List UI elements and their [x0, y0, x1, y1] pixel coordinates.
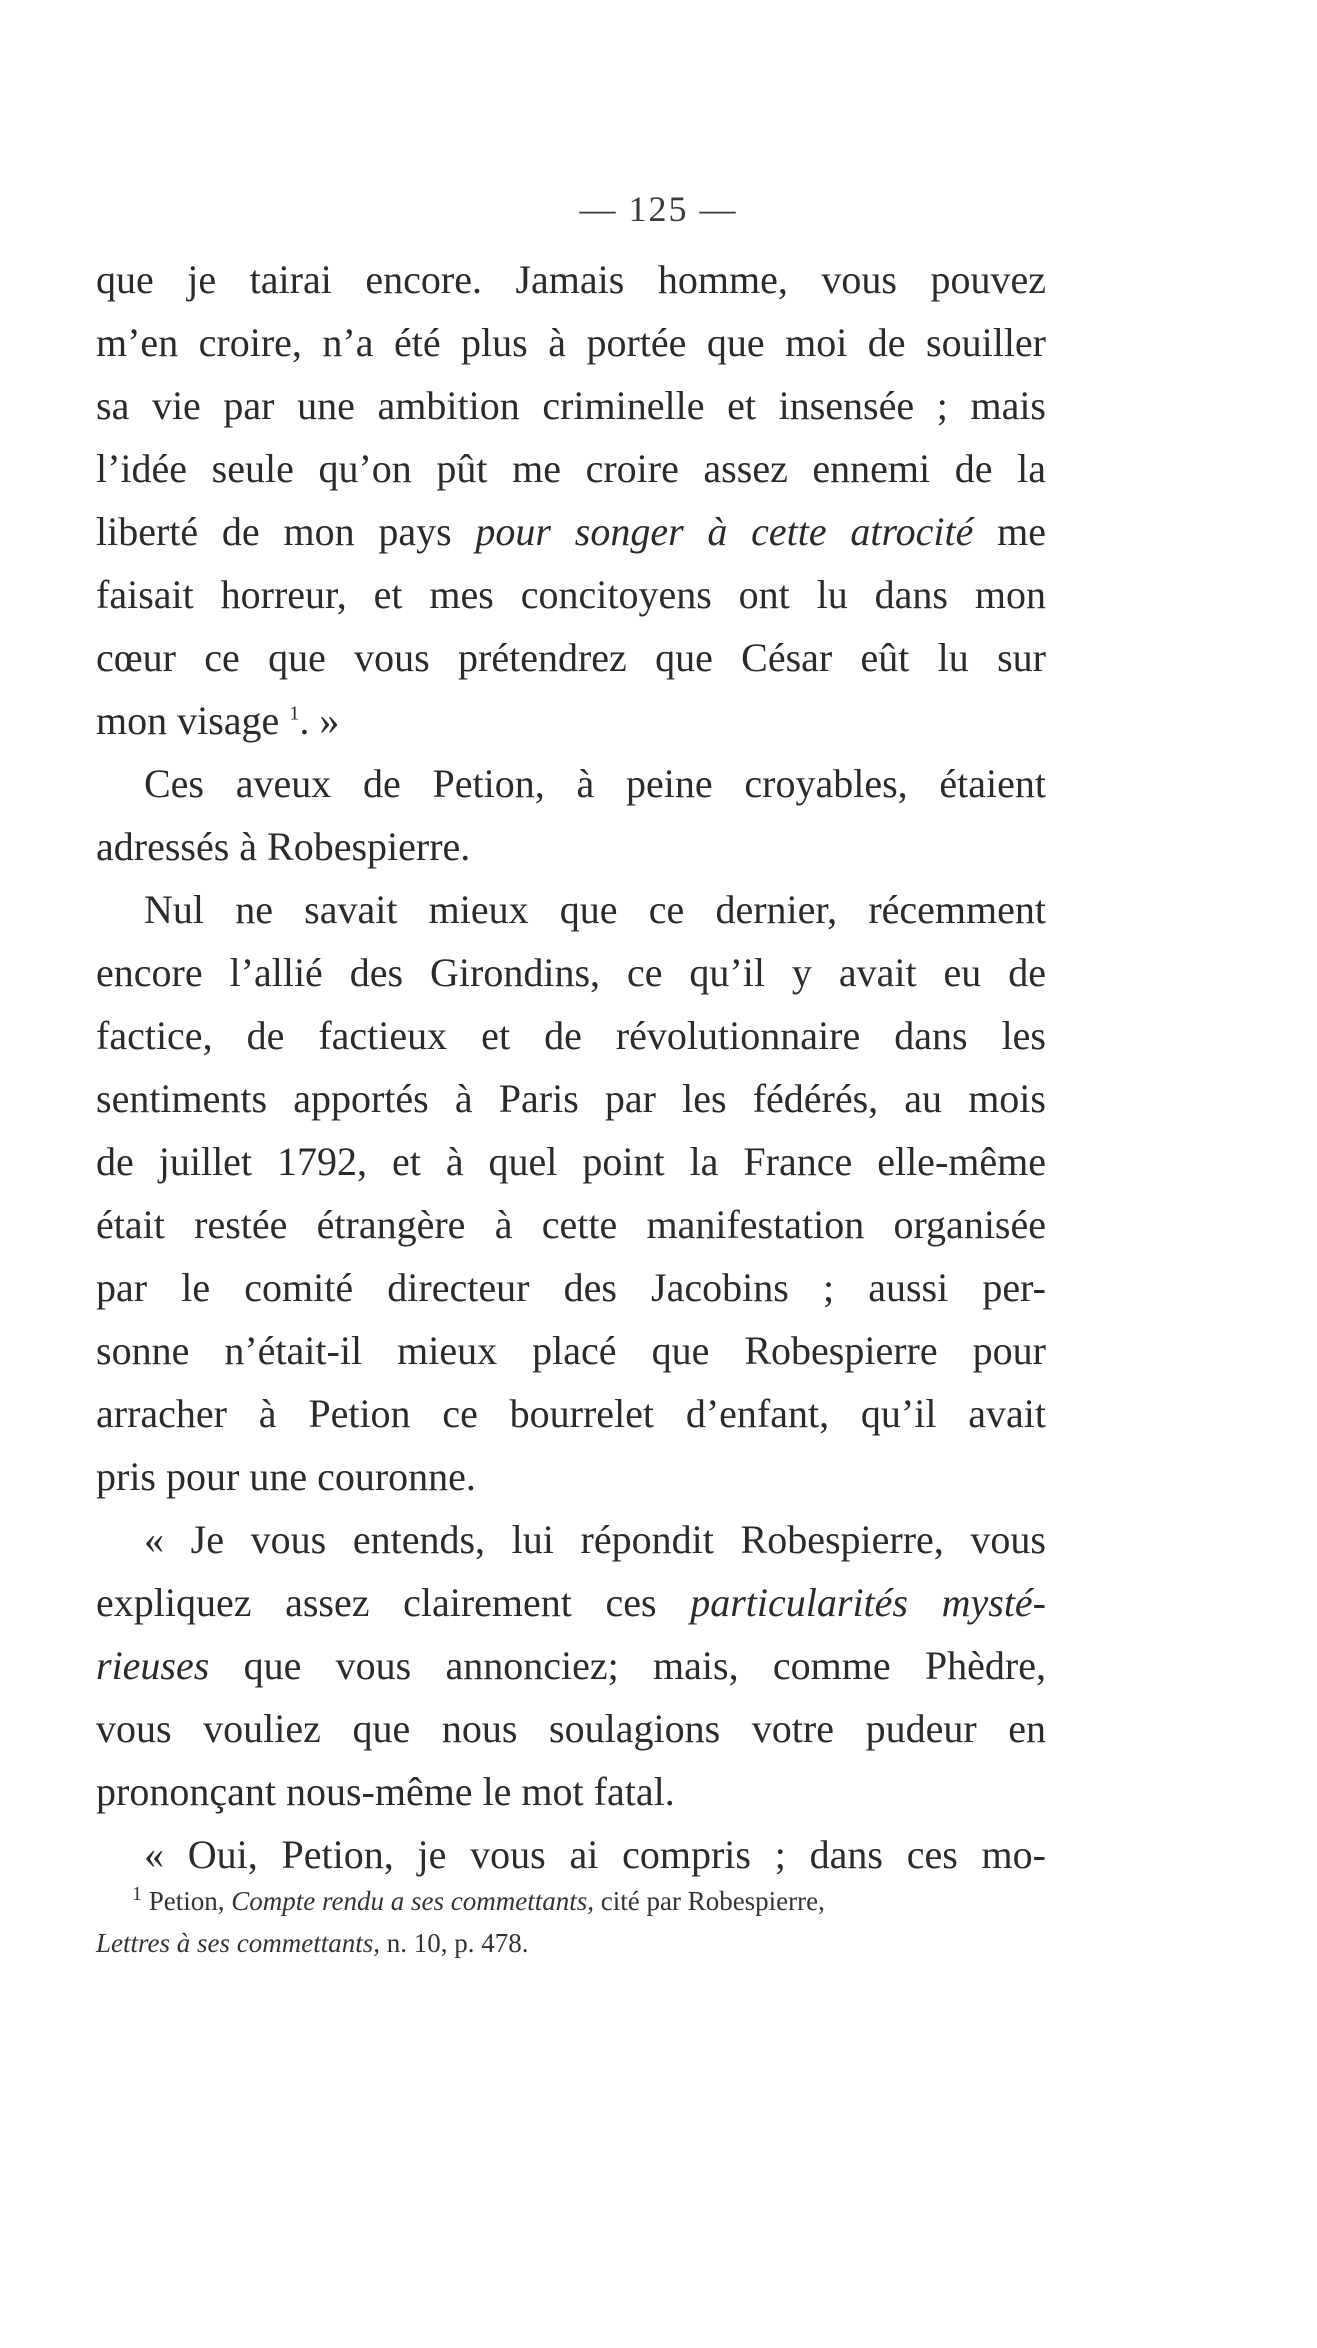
text-line: était restée étrangère à cette manifestation organisée [96, 1202, 1046, 1247]
text-line: Nul ne savait mieux que ce dernier, récemment [144, 887, 1046, 932]
text-line: de juillet 1792, et à quel point la France elle-même [96, 1139, 1046, 1184]
footnote-letters: Lettres à ses commettants, [96, 1928, 380, 1958]
text-line [96, 500, 1046, 563]
text-line: « Je vous entends, lui répondit Robespierre, vous [144, 1517, 1046, 1562]
text-segment: que vous annonciez; mais, comme Phèdre, [243, 1643, 1047, 1688]
footnote-ref: n. 10, p. 478. [386, 1928, 529, 1958]
footnote-line [96, 1880, 1046, 1922]
italic-segment: particularités mysté- [690, 1580, 1047, 1625]
text-line: prononçant nous-même le mot fatal. [96, 1769, 675, 1814]
footnote-line [96, 1922, 1046, 1964]
text-line: encore l’allié des Girondins, ce qu’il y avait eu de [96, 950, 1046, 995]
text-line: vous vouliez que nous soulagions votre pudeur en [96, 1706, 1046, 1751]
footnote-ref: 1 [289, 702, 300, 725]
text-line: adressés à Robespierre. [96, 824, 471, 869]
text-line: m’en croire, n’a été plus à portée que moi de souiller [96, 320, 1046, 365]
text-line: « Oui, Petion, je vous ai compris ; dans ces mo- [144, 1832, 1046, 1877]
footnote-marker: 1 [132, 1883, 142, 1905]
footnote-author: Petion, [148, 1886, 225, 1916]
text-line: sentiments apportés à Paris par les fédérés, au mois [96, 1076, 1046, 1121]
text-line: par le comité directeur des Jacobins ; aussi per- [96, 1265, 1046, 1310]
italic-segment: pour songer à cette atrocité [475, 509, 974, 554]
page-number: — 125 — [579, 189, 738, 229]
text-line: que je tairai encore. Jamais homme, vous pouvez [96, 257, 1046, 302]
text-segment: liberté de mon pays [96, 509, 452, 554]
text-segment: mon visage [96, 698, 280, 743]
text-line: sonne n’était-il mieux placé que Robespierre pour [96, 1328, 1046, 1373]
text-segment: expliquez assez clairement ces [96, 1580, 657, 1625]
main-text [96, 248, 1046, 1886]
text-line: arracher à Petion ce bourrelet d’enfant, qu’il avait [96, 1391, 1046, 1436]
footnotes [96, 1880, 1046, 1964]
text-line [96, 1634, 1046, 1697]
text-line: Ces aveux de Petion, à peine croyables, étaient [144, 761, 1046, 806]
text-line [96, 689, 1046, 752]
text-line [96, 1571, 1046, 1634]
text-line: factice, de factieux et de révolutionnaire dans les [96, 1013, 1046, 1058]
footnote-cited: cité par Robespierre, [600, 1886, 825, 1916]
text-line: sa vie par une ambition criminelle et insensée ; mais [96, 383, 1046, 428]
italic-segment: rieuses [96, 1643, 210, 1688]
text-segment: . » [299, 698, 340, 743]
footnote-work: Compte rendu a ses commettants, [231, 1886, 594, 1916]
text-line: faisait horreur, et mes concitoyens ont lu dans mon [96, 572, 1046, 617]
text-line: cœur ce que vous prétendrez que César eût lu sur [96, 635, 1046, 680]
text-line: pris pour une couronne. [96, 1454, 476, 1499]
text-segment: me [997, 509, 1046, 554]
text-line: l’idée seule qu’on pût me croire assez ennemi de la [96, 446, 1046, 491]
